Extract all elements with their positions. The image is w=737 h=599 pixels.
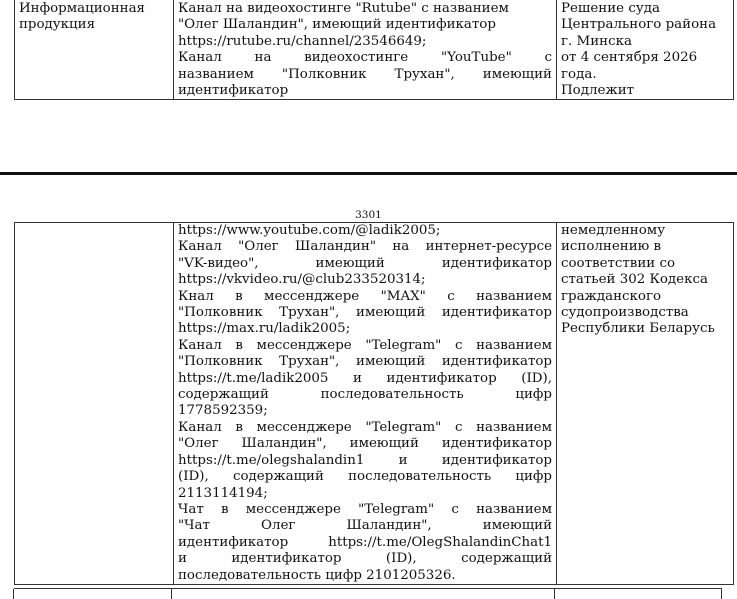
description-line: "Олег Шаландин", имеющий идентификатор: [178, 17, 496, 33]
description-line: 2113114194;: [178, 485, 268, 501]
description-line: Канал на видеохостинге "Rutube" с названием: [178, 1, 509, 16]
decision-line: статьей 302 Кодекса: [561, 272, 708, 288]
description-line: https://max.ru/ladik2005;: [178, 321, 351, 337]
description-line: Чат в мессенджере "Telegram" с названием: [178, 501, 552, 517]
description-line: Канал в мессенджере "Telegram" с названием: [178, 337, 552, 353]
table-row: [15, 0, 734, 100]
description-line: содержащий последовательность цифр: [178, 387, 552, 403]
cell-border: [721, 589, 722, 599]
decision-line: г. Минска: [561, 33, 632, 49]
description-line: Канал "Олег Шаландин" на интернет-ресурсе: [178, 239, 552, 255]
description-cell: [174, 0, 557, 100]
decision-line: Подлежит: [561, 83, 635, 99]
description-line: "Чат Олег Шаландин", имеющий: [178, 518, 552, 534]
decision-line: соответствии со: [561, 255, 676, 271]
description-line: https://t.me/ladik2005 и идентификатор (ID),: [178, 370, 552, 386]
description-cell: [174, 223, 557, 585]
description-line: 1778592359;: [178, 403, 268, 419]
cell-border: [171, 589, 172, 599]
description-line: "Полковник Трухан", имеющий идентификатор: [178, 354, 552, 370]
description-line: "VK-видео", имеющий идентификатор: [178, 255, 552, 271]
cell-border: [13, 589, 14, 599]
description-line: (ID), содержащий последовательность цифр: [178, 469, 552, 485]
description-line: "Олег Шаландин", имеющий идентификатор: [178, 436, 552, 452]
decision-line: Решение суда: [561, 1, 660, 16]
decision-line: года.: [561, 66, 597, 82]
decision-line: гражданского: [561, 288, 662, 304]
decision-cell: [557, 0, 734, 100]
decision-cell: [557, 223, 734, 585]
table-row: [15, 223, 734, 585]
description-line: и идентификатор (ID), содержащий: [178, 551, 552, 567]
decision-line: исполнению в: [561, 239, 662, 255]
registry-table-continued: [14, 222, 734, 585]
description-line: https://t.me/olegshalandin1 и идентификатор: [178, 452, 552, 468]
category-cell: [15, 223, 174, 585]
description-line: последовательность цифр 2101205326.: [178, 567, 456, 583]
description-line: Канал в мессенджере "Telegram" с названием: [178, 419, 552, 435]
page-number: 3301: [355, 209, 382, 221]
description-line: "Полковник Трухан", имеющий идентификатор: [178, 305, 552, 321]
registry-table-top: [14, 0, 734, 100]
decision-line: немедленному: [561, 223, 666, 238]
decision-line: Республики Беларусь: [561, 321, 715, 337]
cell-border: [554, 589, 555, 599]
description-line: идентификатор: [178, 83, 289, 99]
page-separator: [0, 172, 737, 175]
decision-line: судопроизводства: [561, 305, 689, 321]
description-line: идентификатор https://t.me/OlegShalandinChat1: [178, 534, 552, 550]
description-line: https://vkvideo.ru/@club233520314;: [178, 272, 426, 288]
description-line: https://rutube.ru/channel/23546649;: [178, 33, 427, 49]
description-line: названием "Полковник Трухан", имеющий: [178, 66, 552, 82]
description-line: Канал на видеохостинге "YouTube" с: [178, 50, 552, 66]
decision-line: Центрального района: [561, 17, 717, 33]
description-line: https://www.youtube.com/@ladik2005;: [178, 223, 441, 238]
decision-line: от 4 сентября 2026: [561, 50, 698, 66]
category-cell: Информационная продукция: [15, 0, 174, 100]
description-line: Кнал в мессенджере "MAX" с названием: [178, 288, 552, 304]
